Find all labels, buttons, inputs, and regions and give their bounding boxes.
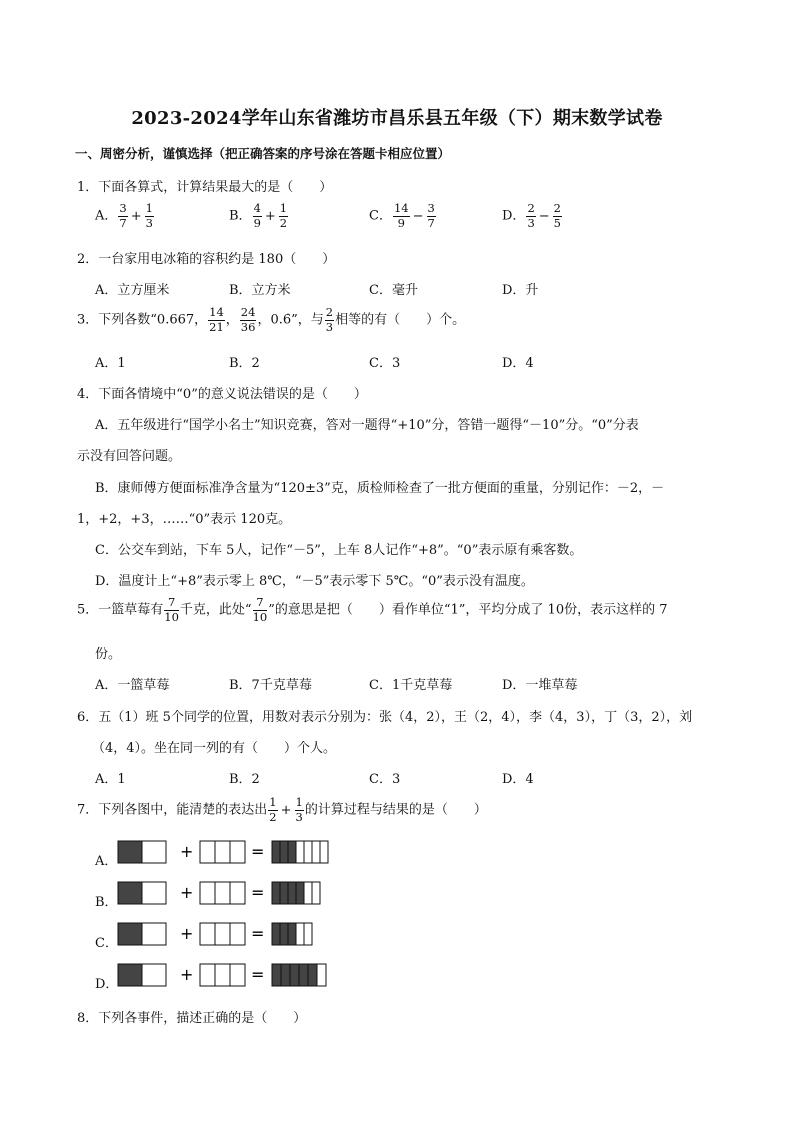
- q3-option-c[interactable]: C．3: [369, 356, 401, 371]
- q1-option-a[interactable]: A． $\frac{3}{7}$ + $\frac{1}{3}$: [95, 201, 153, 230]
- q6-option-a[interactable]: A．1: [95, 772, 126, 787]
- q4-option-d[interactable]: D．温度计上“+8”表示零上 8℃，“－5”表示零下 5℃。“0”表示没有温度。: [95, 574, 534, 589]
- q4-option-b[interactable]: B．康师傅方便面标准净含量为“120±3”克，质检师检查了一批方便面的重量，分别记作：－2，－: [95, 481, 665, 496]
- question-1-stem: 1．下面各算式，计算结果最大的是（ ）: [77, 180, 333, 195]
- question-5-stem: 5．一篮草莓有 $\frac{7}{10}$ 千克，此处“ $\frac{7}{10}$ ”的意思是把（ ）看作单位“1”，平均分成了 10份，表示这样的 7: [77, 595, 668, 624]
- q7-option-d[interactable]: [95, 963, 355, 992]
- question-6-stem: 6．五（1）班 5个同学的位置，用数对表示分别为：张（4，2），王（2，4），李（4，3），丁（3，2），刘: [77, 710, 693, 725]
- half-empty-cell: [142, 841, 166, 863]
- question-8-stem: 8．下列各事件，描述正确的是（ ）: [77, 1011, 307, 1026]
- half-shaded-cell: [118, 841, 142, 863]
- q6-option-c[interactable]: C．3: [369, 772, 401, 787]
- q7-option-c-diagram: [117, 922, 357, 946]
- q3-option-a[interactable]: A．1: [95, 356, 126, 371]
- q7-option-b[interactable]: [95, 881, 355, 910]
- q4-option-c[interactable]: C．公交车到站，下车 5人，记作“－5”，上车 8人记作“+8”。“0”表示原有乘客数。: [95, 543, 583, 558]
- equals-sign: =: [251, 842, 265, 861]
- q6-option-d[interactable]: D．4: [502, 772, 534, 787]
- q1-option-c[interactable]: C． $\frac{14}{9}$ − $\frac{3}{7}$: [369, 201, 435, 230]
- section-heading: 一、周密分析，谨慎选择（把正确答案的序号涂在答题卡相应位置）: [75, 146, 451, 161]
- question-3-stem: 3．下列各数“0.667， $\frac{14}{21}$ ， $\frac{24}{36}$ ，0.6̇”，与 $\frac{2}{3}$ 相等的有（ ）个。: [77, 305, 466, 334]
- q7-option-a[interactable]: [95, 840, 355, 869]
- q7-option-b-diagram: [117, 881, 357, 905]
- q7-option-c-label: C．: [95, 936, 118, 951]
- plus-sign: +: [180, 965, 194, 984]
- q1-option-d[interactable]: D． $\frac{2}{3}$ − $\frac{2}{5}$: [502, 201, 561, 230]
- q2-option-c[interactable]: C．毫升: [369, 283, 418, 298]
- q7-option-d-diagram: [117, 963, 357, 987]
- q5-option-c[interactable]: C．1千克草莓: [369, 678, 453, 693]
- question-2-stem: 2．一台家用电冰箱的容积约是 180（ ）: [77, 252, 336, 267]
- q2-option-b[interactable]: B．立方米: [229, 283, 291, 298]
- plus-sign: +: [180, 924, 194, 943]
- q4-option-a[interactable]: A．五年级进行“国学小名士”知识竞赛，答对一题得“+10”分，答错一题得“－10”分。“0”分表: [95, 418, 639, 433]
- question-4-stem: 4．下面各情境中“0”的意义说法错误的是（ ）: [77, 387, 367, 402]
- q7-option-c[interactable]: [95, 922, 355, 951]
- q5-option-b[interactable]: B．7千克草莓: [229, 678, 312, 693]
- equals-sign: =: [251, 924, 265, 943]
- q3-option-d[interactable]: D．4: [502, 356, 534, 371]
- plus-sign: +: [180, 883, 194, 902]
- q7-option-a-diagram: [117, 840, 357, 864]
- plus-sign: +: [180, 842, 194, 861]
- q2-option-a[interactable]: A．立方厘米: [95, 283, 170, 298]
- question-7-stem: 7．下列各图中，能清楚的表达出 $\frac{1}{2}$ + $\frac{1}{3}$ 的计算过程与结果的是（ ）: [77, 795, 487, 824]
- q2-option-d[interactable]: D．升: [502, 283, 539, 298]
- question-6-cont: （4，4）。坐在同一列的有（ ）个人。: [92, 741, 337, 756]
- q6-option-b[interactable]: B．2: [229, 772, 260, 787]
- q1-option-b[interactable]: B． $\frac{4}{9}$ + $\frac{1}{2}$: [229, 201, 288, 230]
- q4-option-a-cont: 示没有回答问题。: [77, 449, 182, 464]
- q5-option-a[interactable]: A．一篮草莓: [95, 678, 170, 693]
- q7-option-b-label: B．: [95, 895, 118, 910]
- question-5-cont: 份。: [95, 647, 122, 662]
- equals-sign: =: [251, 883, 265, 902]
- q5-option-d[interactable]: D．一堆草莓: [502, 678, 578, 693]
- equals-sign: =: [251, 965, 265, 984]
- q7-option-a-label: A．: [95, 854, 118, 869]
- q7-option-d-label: D．: [95, 977, 119, 992]
- q3-option-b[interactable]: B．2: [229, 356, 260, 371]
- page-title: 2023-2024学年山东省潍坊市昌乐县五年级（下）期末数学试卷: [131, 108, 663, 129]
- q4-option-b-cont: 1，+2，+3，……“0”表示 120克。: [77, 512, 292, 527]
